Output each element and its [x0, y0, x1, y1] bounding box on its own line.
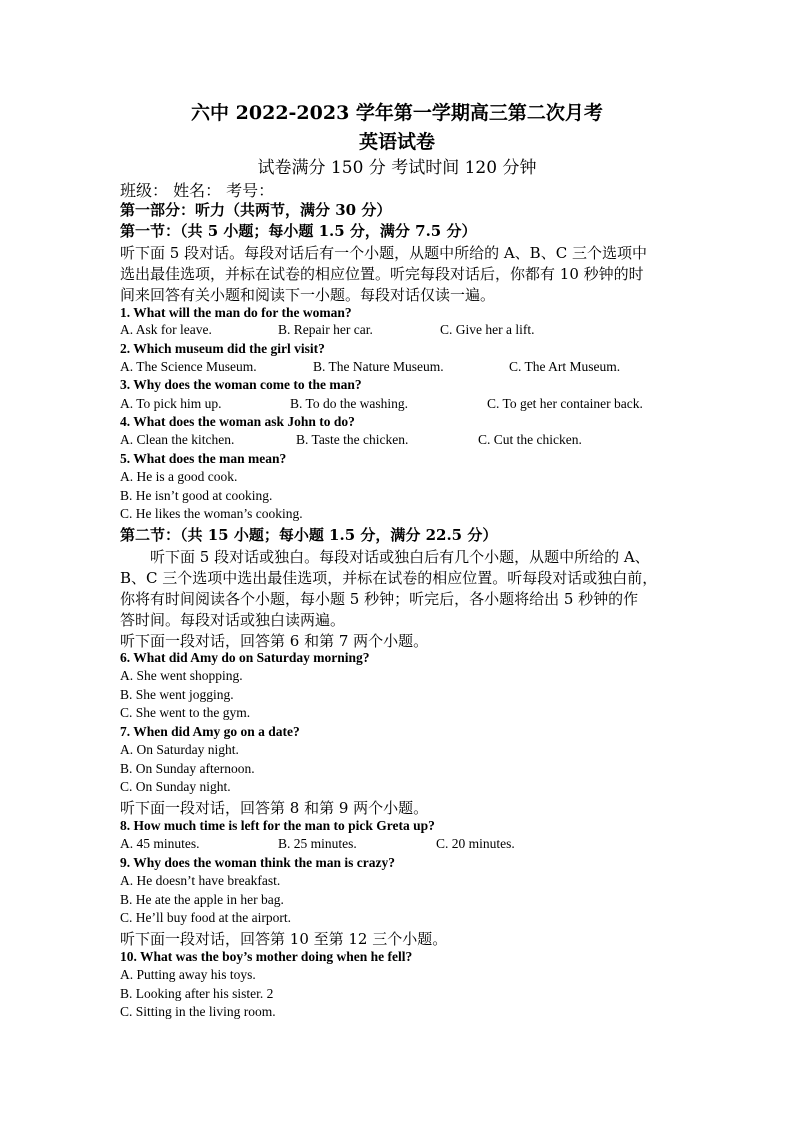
question-10-option-c: C. Sitting in the living room.: [120, 1004, 276, 1019]
option-b: B. The Nature Museum.: [313, 359, 444, 374]
option-b: B. Taste the chicken.: [296, 432, 409, 447]
section2-instruction-line: B、C 三个选项中选出最佳选项，并标在试卷的相应位置。听每段对话或独白前，: [120, 569, 658, 587]
question-5-option-a: A. He is a good cook.: [120, 469, 238, 484]
question-7-option-b: B. On Sunday afternoon.: [120, 761, 255, 776]
option-b: B. Repair her car.: [278, 322, 373, 337]
question-9-option-c: C. He’ll buy food at the airport.: [120, 910, 291, 925]
section1-instruction-line: 选出最佳选项，并标在试卷的相应位置。听完每段对话后，你都有 10 秒钟的时: [120, 265, 644, 283]
question-6-option-c: C. She went to the gym.: [120, 705, 251, 720]
question-3-stem: 3. Why does the woman come to the man?: [120, 377, 362, 392]
dialog-intro-6-7: 听下面一段对话，回答第 6 和第 7 两个小题。: [120, 632, 429, 650]
question-4-stem: 4. What does the woman ask John to do?: [120, 414, 355, 429]
section2-instruction-line: 你将有时间阅读各个小题，每小题 5 秒钟；听完后，各小题将给出 5 秒钟的作: [120, 590, 639, 608]
option-b: B. 25 minutes.: [278, 836, 357, 851]
student-info: 班级： 姓名： 考号：: [120, 181, 275, 200]
option-c: C. Give her a lift.: [440, 322, 535, 337]
option-c: C. The Art Museum.: [509, 359, 621, 374]
question-7-stem: 7. When did Amy go on a date?: [120, 724, 300, 739]
question-10-stem: 10. What was the boy’s mother doing when he fell?: [120, 949, 413, 964]
section1-instruction-line: 听下面 5 段对话。每段对话后有一个小题，从题中所给的 A、B、C 三个选项中: [120, 244, 647, 262]
option-c: C. To get her container back.: [487, 396, 643, 411]
dialog-intro-8-9: 听下面一段对话，回答第 8 和第 9 两个小题。: [120, 799, 429, 817]
question-10-option-a: A. Putting away his toys.: [120, 967, 256, 982]
dialog-intro-10-12: 听下面一段对话，回答第 10 至第 12 三个小题。: [120, 930, 448, 948]
question-5-stem: 5. What does the man mean?: [120, 451, 287, 466]
section2-heading: 第二节：（共 15 小题；每小题 1.5 分，满分 22.5 分）: [120, 526, 498, 544]
option-c: C. Cut the chicken.: [478, 432, 582, 447]
exam-duration: 试卷满分 150 分 考试时间 120 分钟: [257, 158, 537, 178]
section1-instruction-line: 间来回答有关小题和阅读下一小题。每段对话仅读一遍。: [120, 286, 496, 304]
question-5-option-c: C. He likes the woman’s cooking.: [120, 506, 303, 521]
option-a: A. 45 minutes.: [120, 836, 200, 851]
question-6-option-b: B. She went jogging.: [120, 687, 234, 702]
question-9-option-a: A. He doesn’t have breakfast.: [120, 873, 281, 888]
question-1-stem: 1. What will the man do for the woman?: [120, 305, 352, 320]
option-b: B. To do the washing.: [290, 396, 409, 411]
section1-heading: 第一节：（共 5 小题；每小题 1.5 分，满分 7.5 分）: [120, 222, 477, 240]
question-6-option-a: A. She went shopping.: [120, 668, 243, 683]
exam-title: 六中 2022-2023 学年第一学期高三第二次月考: [191, 102, 603, 124]
option-a: A. To pick him up.: [120, 396, 222, 411]
part1-heading: 第一部分：听力（共两节，满分 30 分）: [120, 201, 392, 219]
question-7-option-c: C. On Sunday night.: [120, 779, 231, 794]
question-6-stem: 6. What did Amy do on Saturday morning?: [120, 650, 370, 665]
question-7-option-a: A. On Saturday night.: [120, 742, 239, 757]
exam-subject: 英语试卷: [358, 131, 435, 153]
section2-instruction-line: 答时间。每段对话或独白读两遍。: [120, 611, 346, 629]
option-a: A. Ask for leave.: [120, 322, 212, 337]
question-9-stem: 9. Why does the woman think the man is crazy?: [120, 855, 396, 870]
question-5-option-b: B. He isn’t good at cooking.: [120, 488, 273, 503]
option-c: C. 20 minutes.: [436, 836, 515, 851]
question-10-option-b: B. Looking after his sister. 2: [120, 986, 274, 1001]
question-2-stem: 2. Which museum did the girl visit?: [120, 341, 325, 356]
option-a: A. Clean the kitchen.: [120, 432, 235, 447]
option-a: A. The Science Museum.: [120, 359, 257, 374]
question-9-option-b: B. He ate the apple in her bag.: [120, 892, 284, 907]
question-8-stem: 8. How much time is left for the man to pick Greta up?: [120, 818, 435, 833]
section2-instruction-line: 听下面 5 段对话或独白。每段对话或独白后有几个小题，从题中所给的 A、: [150, 548, 650, 566]
